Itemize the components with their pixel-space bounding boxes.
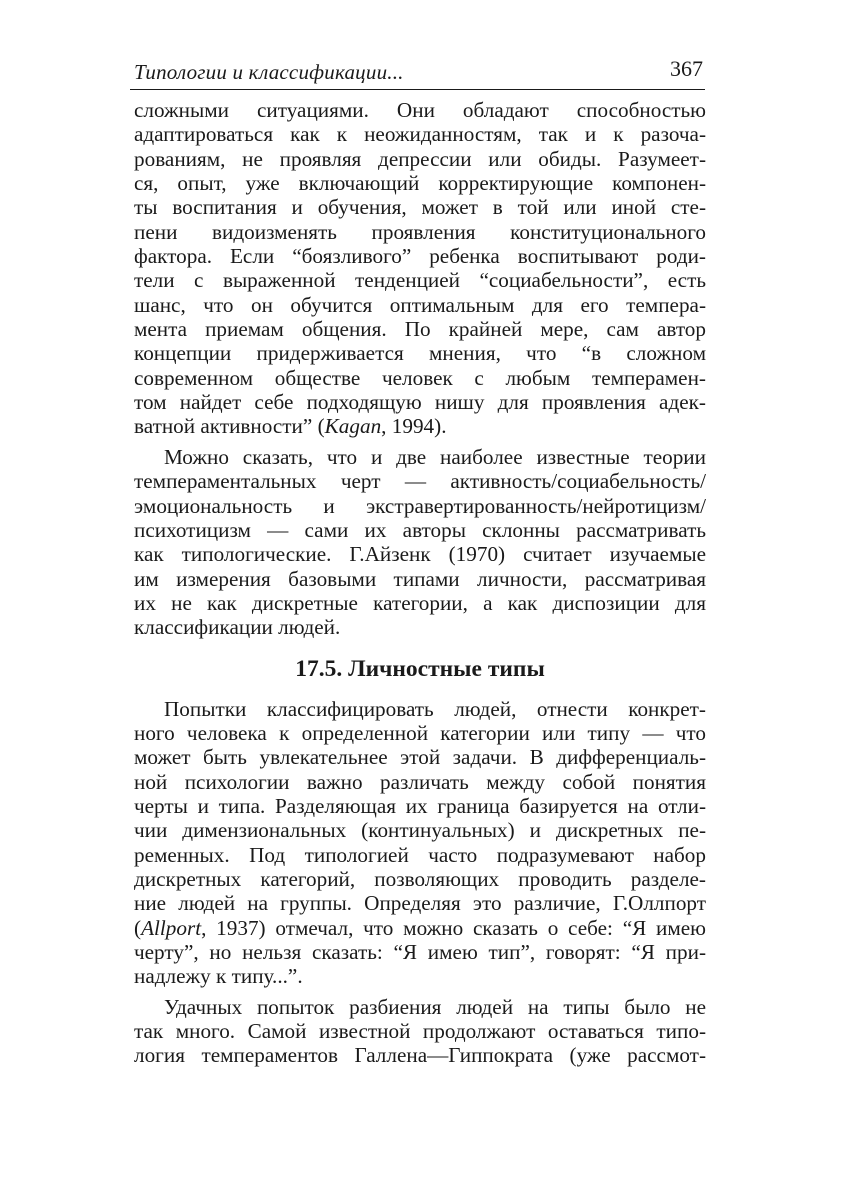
text-line: Можно сказать, что и две наиболее известные теории (164, 444, 706, 469)
text-line: ременных. Под типологией часто подразумевают набор (134, 842, 706, 867)
text-line: может быть увлекательнее этой задачи. В дифференциаль- (134, 745, 706, 770)
text-line: том найдет себе подходящую нишу для проявления адек- (134, 390, 706, 415)
body-text (134, 98, 706, 1068)
section-heading: 17.5. Личностные типы (295, 655, 545, 682)
text-line: ной психологии важно различать между собой понятия (134, 769, 706, 794)
text-line: шанс, что он обучится оптимальным для его темпера- (134, 292, 706, 317)
header-rule (130, 89, 705, 90)
text-line: пени видоизменять проявления конституционального (134, 219, 706, 244)
paragraph-1 (134, 98, 706, 439)
text-line: ние людей на группы. Определяя это различие, Г.Оллпорт (134, 891, 706, 916)
text-fragment: ( (134, 915, 142, 940)
text-fragment: ватной активности” ( (134, 414, 325, 439)
text-line: черты и типа. Разделяющая их граница базируется на отли- (134, 793, 706, 818)
citation-author: Allport (141, 915, 202, 940)
text-line: адаптироваться как к неожиданностям, так и к разоча- (134, 122, 706, 147)
running-head-title: Типологии и классификации... (134, 60, 404, 84)
text-fragment: , 1994). (381, 414, 447, 439)
page-number: 367 (670, 56, 703, 81)
text-line: эмоциональность и экстравертированность/нейротицизм/ (134, 493, 706, 518)
text-fragment: , 1937) отмечал, что можно сказать о себе: “Я имею (201, 915, 706, 940)
text-line: их не как дискретные категории, а как диспозиции для (134, 590, 706, 615)
running-head (130, 56, 705, 86)
text-line: сложными ситуациями. Они обладают способностью (134, 98, 706, 122)
paragraph-2 (134, 445, 706, 640)
text-line: ного человека к определенной категории или типу — что (134, 720, 706, 745)
text-line: современном обществе человек с любым темперамен- (134, 365, 706, 390)
text-line: дискретных категорий, позволяющих проводить разделе- (134, 866, 706, 891)
text-line: логия темпераментов Галлена—Гиппократа (уже рассмот- (134, 1043, 706, 1068)
text-line: чии димензиональных (континуальных) и дискретных пе- (134, 818, 706, 843)
text-line: так много. Самой известной продолжают оставаться типо- (134, 1019, 706, 1044)
text-line: психотицизм — сами их авторы склонны рассматривать (134, 517, 706, 542)
text-line: рованиям, не проявляя депрессии или обиды. Разумеет- (134, 146, 706, 171)
text-line: классификации людей. (134, 615, 341, 640)
text-line: мента приемам общения. По крайней мере, сам автор (134, 317, 706, 342)
text-line: тели с выраженной тенденцией “социабельности”, есть (134, 268, 706, 293)
paragraph-3 (134, 697, 706, 989)
text-line: ты воспитания и обучения, может в той или иной сте- (134, 195, 706, 220)
text-line: Удачных попыток разбиения людей на типы было не (164, 994, 706, 1019)
text-line: надлежу к типу...”. (134, 964, 303, 989)
text-line-citation (134, 414, 706, 438)
text-line: концепции придерживается мнения, что “в сложном (134, 341, 706, 366)
text-line: фактора. Если “боязливого” ребенка воспитывают роди- (134, 244, 706, 269)
paragraph-4 (134, 995, 706, 1068)
text-line: Попытки классифицировать людей, отнести конкрет- (164, 696, 706, 721)
text-line: им измерения базовыми типами личности, рассматривая (134, 566, 706, 591)
text-line: как типологические. Г.Айзенк (1970) считает изучаемые (134, 542, 706, 567)
text-line: ся, опыт, уже включающий корректирующие компонен- (134, 171, 706, 196)
text-line-citation (134, 916, 706, 940)
text-line: темпераментальных черт — активность/социабельность/ (134, 469, 706, 494)
text-line: черту”, но нельзя сказать: “Я имею тип”, говорят: “Я при- (134, 940, 706, 964)
citation-author: Kagan (324, 414, 382, 439)
